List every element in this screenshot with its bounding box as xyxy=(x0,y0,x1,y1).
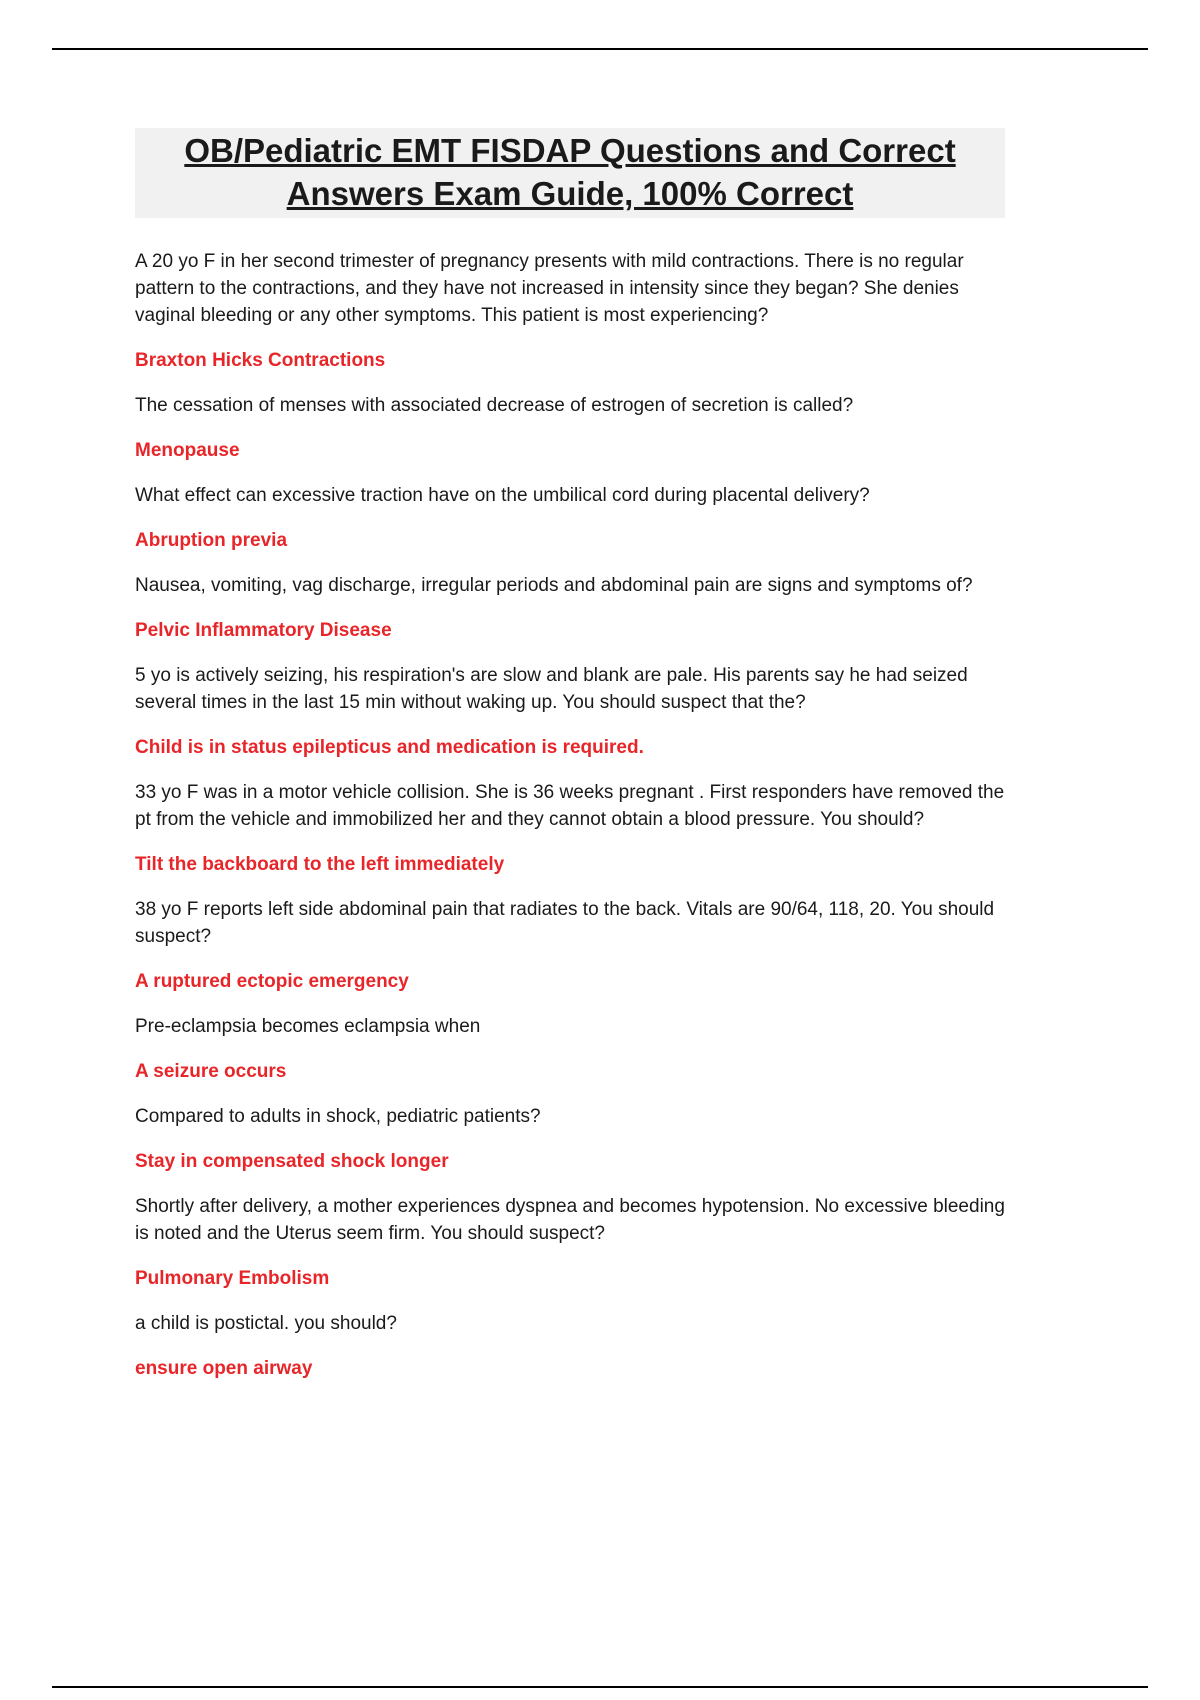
answer-text: Stay in compensated shock longer xyxy=(135,1150,449,1172)
document-content xyxy=(135,128,1005,1400)
answer-text: Tilt the backboard to the left immediately xyxy=(135,853,505,875)
answer-text: Pulmonary Embolism xyxy=(135,1267,330,1289)
question-text: What effect can excessive traction have on the umbilical cord during placental delivery? xyxy=(135,484,870,506)
answer-text: Menopause xyxy=(135,439,240,461)
answer-text: A seizure occurs xyxy=(135,1060,287,1082)
question-text: a child is postictal. you should? xyxy=(135,1312,397,1334)
bottom-rule xyxy=(52,1686,1148,1688)
question-text: Shortly after delivery, a mother experiences dyspnea and becomes hypotension. No excessive bleeding is noted and the Uterus seem firm. You should suspect? xyxy=(135,1195,1005,1244)
answer-text: ensure open airway xyxy=(135,1357,313,1379)
question-text: 5 yo is actively seizing, his respiration's are slow and blank are pale. His parents say he had seized several times in the last 15 min without waking up. You should suspect that the? xyxy=(135,664,968,713)
answer-text: Child is in status epilepticus and medication is required. xyxy=(135,736,644,758)
answer-text: A ruptured ectopic emergency xyxy=(135,970,409,992)
answer-text: Braxton Hicks Contractions xyxy=(135,349,386,371)
question-text: 38 yo F reports left side abdominal pain that radiates to the back. Vitals are 90/64, 118, 20. You should suspect? xyxy=(135,898,995,947)
question-text: The cessation of menses with associated decrease of estrogen of secretion is called? xyxy=(135,394,854,416)
question-text: A 20 yo F in her second trimester of pregnancy presents with mild contractions. There is no regular pattern to the contractions, and they have not increased in intensity since they began? She denies vaginal bleeding or any other symptoms. This patient is most experiencing? xyxy=(135,250,964,326)
answer-text: Abruption previa xyxy=(135,529,288,551)
question-text: Pre-eclampsia becomes eclampsia when xyxy=(135,1015,481,1037)
page-title: OB/Pediatric EMT FISDAP Questions and Correct Answers Exam Guide, 100% Correct xyxy=(135,128,1005,218)
qa-list xyxy=(135,248,1005,1382)
top-rule xyxy=(52,48,1148,50)
question-text: Nausea, vomiting, vag discharge, irregular periods and abdominal pain are signs and symptoms of? xyxy=(135,574,973,596)
answer-text: Pelvic Inflammatory Disease xyxy=(135,619,392,641)
question-text: 33 yo F was in a motor vehicle collision. She is 36 weeks pregnant . First responders have removed the pt from the vehicle and immobilized her and they cannot obtain a blood pressure. You should? xyxy=(135,781,1005,830)
question-text: Compared to adults in shock, pediatric patients? xyxy=(135,1105,541,1127)
